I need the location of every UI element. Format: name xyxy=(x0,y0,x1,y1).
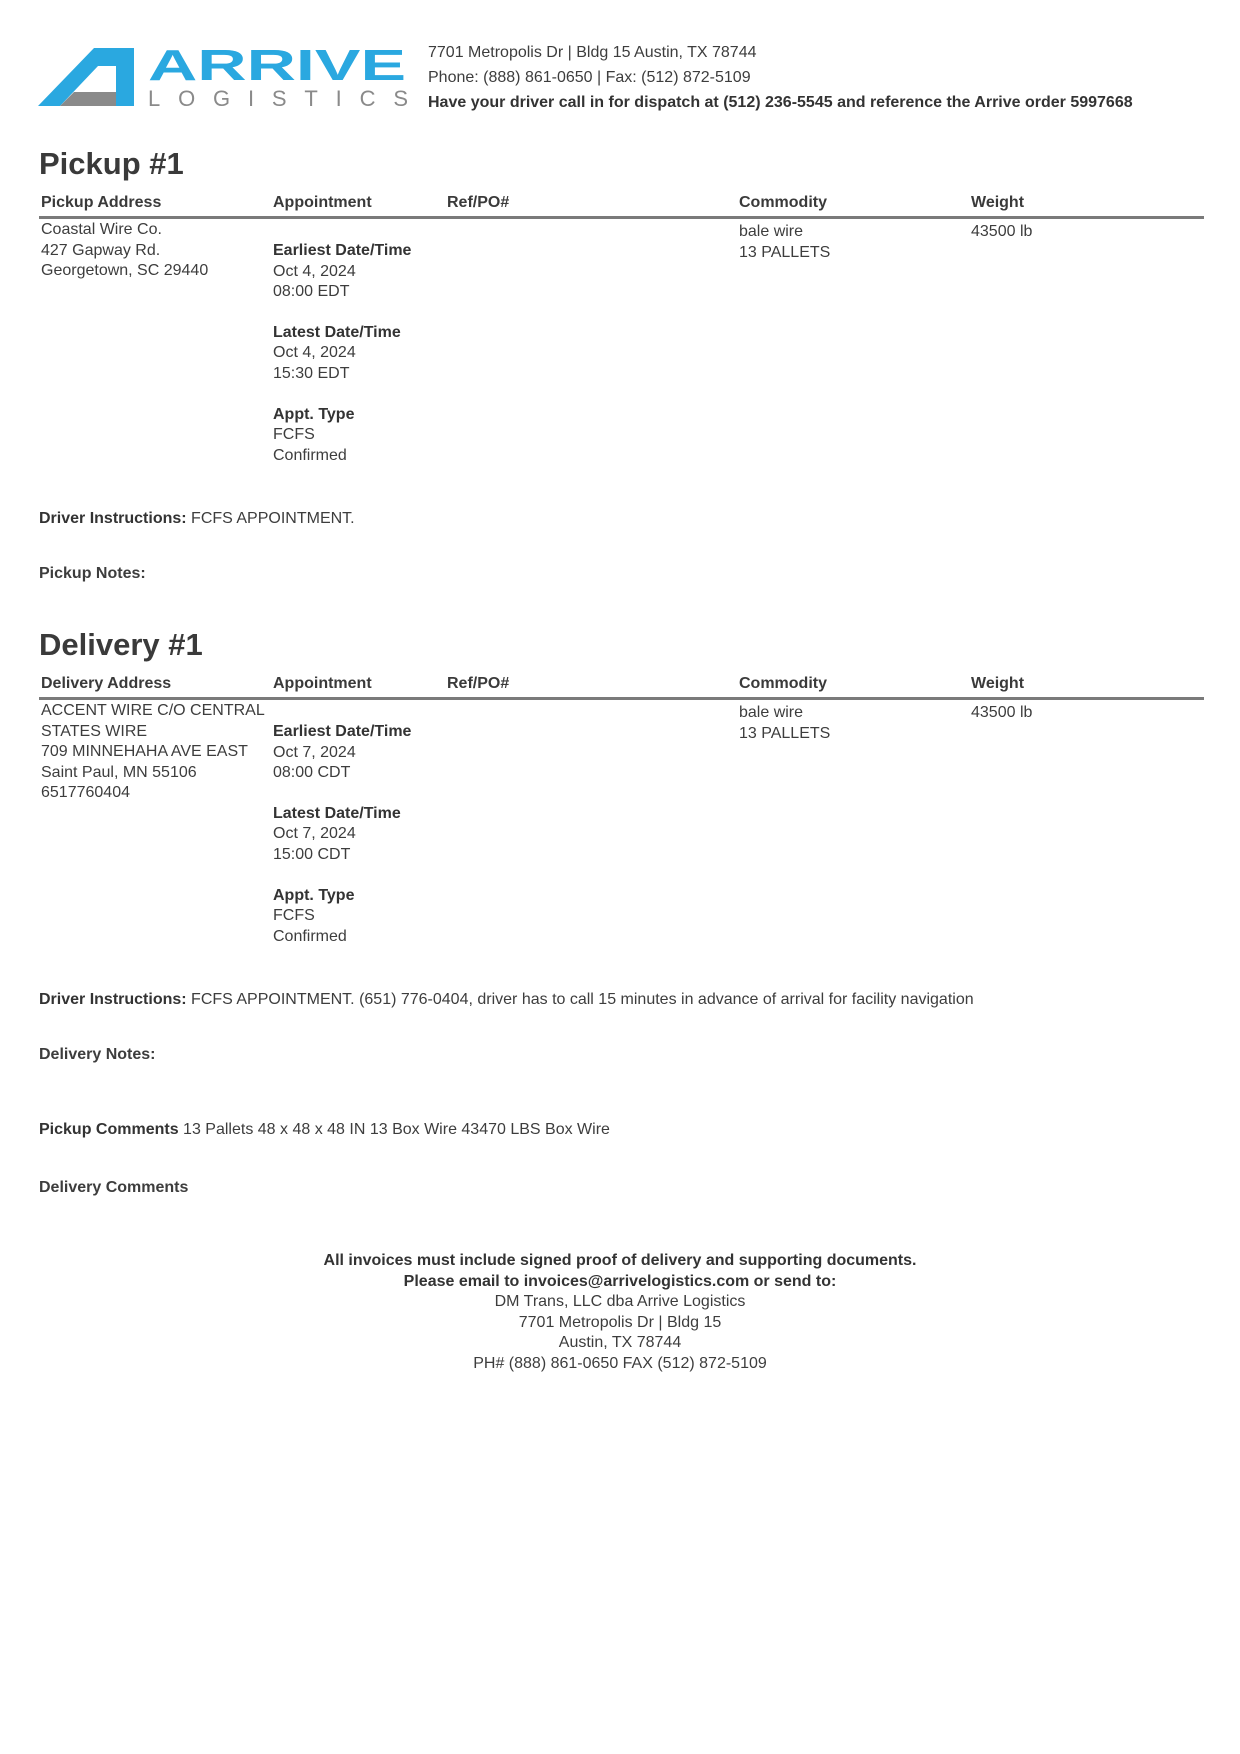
pickup-comments-label: Pickup Comments xyxy=(39,1121,179,1138)
delivery-weight: 43500 lb xyxy=(971,704,1033,721)
delivery-address-line: 709 MINNEHAHA AVE EAST xyxy=(41,743,248,761)
delivery-ref-header: Ref/PO# xyxy=(447,675,510,692)
pickup-appointment-header: Appointment xyxy=(273,194,372,211)
pickup-weight: 43500 lb xyxy=(971,223,1033,240)
delivery-table-header xyxy=(39,671,1204,700)
footer-company-name: DM Trans, LLC dba Arrive Logistics xyxy=(494,1293,746,1311)
pickup-earliest-time: 08:00 EDT xyxy=(273,283,350,301)
delivery-commodity-header: Commodity xyxy=(739,675,827,692)
svg-text:ARRIVE: ARRIVE xyxy=(148,44,406,90)
pickup-commodity-header: Commodity xyxy=(739,194,827,211)
pickup-table-header xyxy=(39,190,1204,219)
pickup-latest-time: 15:30 EDT xyxy=(273,364,350,382)
pickup-earliest-label: Earliest Date/Time xyxy=(273,242,412,259)
delivery-appt-type-label: Appt. Type xyxy=(273,886,355,904)
company-phone: Phone: (888) 861-0650 | Fax: (512) 872-5109 xyxy=(428,69,751,86)
pickup-notes-label: Pickup Notes: xyxy=(39,565,146,582)
dispatch-instructions: Have your driver call in for dispatch at (512) 236-5545 and reference the Arrive order 5997668 xyxy=(428,94,1133,111)
delivery-notes-label: Delivery Notes: xyxy=(39,1046,156,1063)
delivery-address-line: STATES WIRE xyxy=(41,722,148,740)
pickup-driver-instructions-label: Driver Instructions: xyxy=(39,510,187,527)
pickup-appt-type: FCFS xyxy=(273,426,315,444)
arrive-logistics-logo xyxy=(38,44,410,108)
footer-city: Austin, TX 78744 xyxy=(558,1334,682,1352)
delivery-appointment-header: Appointment xyxy=(273,675,372,692)
pickup-earliest-date: Oct 4, 2024 xyxy=(273,262,356,280)
delivery-driver-instructions-text: FCFS APPOINTMENT. (651) 776-0404, driver has to call 15 minutes in advance of arrival for facility navigation xyxy=(191,991,974,1008)
pickup-commodity-qty: 13 PALLETS xyxy=(739,243,831,261)
pickup-appt-type-label: Appt. Type xyxy=(273,405,355,423)
delivery-earliest-time: 08:00 CDT xyxy=(273,764,351,782)
delivery-title: Delivery #1 xyxy=(39,627,203,662)
delivery-driver-instructions xyxy=(39,991,974,1009)
delivery-address-header: Delivery Address xyxy=(41,675,172,692)
pickup-address-line: Coastal Wire Co. xyxy=(41,221,162,238)
pickup-driver-instructions xyxy=(39,510,355,528)
delivery-address-line: 6517760404 xyxy=(41,784,130,802)
pickup-latest-label: Latest Date/Time xyxy=(273,323,401,341)
pickup-appointment xyxy=(273,241,411,466)
pickup-address-line: Georgetown, SC 29440 xyxy=(41,262,209,280)
delivery-driver-instructions-label: Driver Instructions: xyxy=(39,991,187,1008)
pickup-comments-text: 13 Pallets 48 x 48 x 48 IN 13 Box Wire 43470 LBS Box Wire xyxy=(183,1121,610,1138)
delivery-earliest-label: Earliest Date/Time xyxy=(273,723,412,740)
delivery-address-line: Saint Paul, MN 55106 xyxy=(41,763,197,781)
company-header-info xyxy=(428,40,1133,115)
footer-invoice-requirement: All invoices must include signed proof of delivery and supporting documents. xyxy=(323,1252,917,1269)
invoice-footer xyxy=(0,1251,1240,1375)
pickup-ref-header: Ref/PO# xyxy=(447,194,510,211)
pickup-commodity-name: bale wire xyxy=(739,223,804,240)
delivery-commodity-qty: 13 PALLETS xyxy=(739,724,831,742)
pickup-address-line: 427 Gapway Rd. xyxy=(41,241,161,259)
delivery-address-line: ACCENT WIRE C/O CENTRAL xyxy=(41,702,265,719)
delivery-latest-label: Latest Date/Time xyxy=(273,804,401,822)
pickup-address xyxy=(41,220,208,282)
delivery-weight-header: Weight xyxy=(971,675,1025,692)
delivery-commodity-name: bale wire xyxy=(739,704,804,721)
delivery-appt-status: Confirmed xyxy=(273,927,347,945)
pickup-comments xyxy=(39,1121,610,1139)
delivery-appointment xyxy=(273,722,411,947)
delivery-address xyxy=(41,701,265,804)
pickup-weight-header: Weight xyxy=(971,194,1025,211)
delivery-appt-type: FCFS xyxy=(273,907,315,925)
pickup-address-header: Pickup Address xyxy=(41,194,162,211)
pickup-commodity xyxy=(739,222,830,263)
company-address: 7701 Metropolis Dr | Bldg 15 Austin, TX 78744 xyxy=(428,44,757,61)
pickup-latest-date: Oct 4, 2024 xyxy=(273,344,356,362)
svg-text:LOGISTICS: LOGISTICS xyxy=(148,86,408,108)
footer-email-instruction: Please email to invoices@arrivelogistics.com or send to: xyxy=(403,1272,837,1290)
footer-phone-fax: PH# (888) 861-0650 FAX (512) 872-5109 xyxy=(473,1354,767,1372)
delivery-earliest-date: Oct 7, 2024 xyxy=(273,743,356,761)
pickup-appt-status: Confirmed xyxy=(273,446,347,464)
delivery-latest-date: Oct 7, 2024 xyxy=(273,825,356,843)
delivery-commodity xyxy=(739,703,830,744)
footer-street: 7701 Metropolis Dr | Bldg 15 xyxy=(518,1313,722,1331)
delivery-latest-time: 15:00 CDT xyxy=(273,845,351,863)
pickup-driver-instructions-text: FCFS APPOINTMENT. xyxy=(191,510,355,527)
delivery-comments-label: Delivery Comments xyxy=(39,1179,189,1196)
pickup-title: Pickup #1 xyxy=(39,146,184,181)
